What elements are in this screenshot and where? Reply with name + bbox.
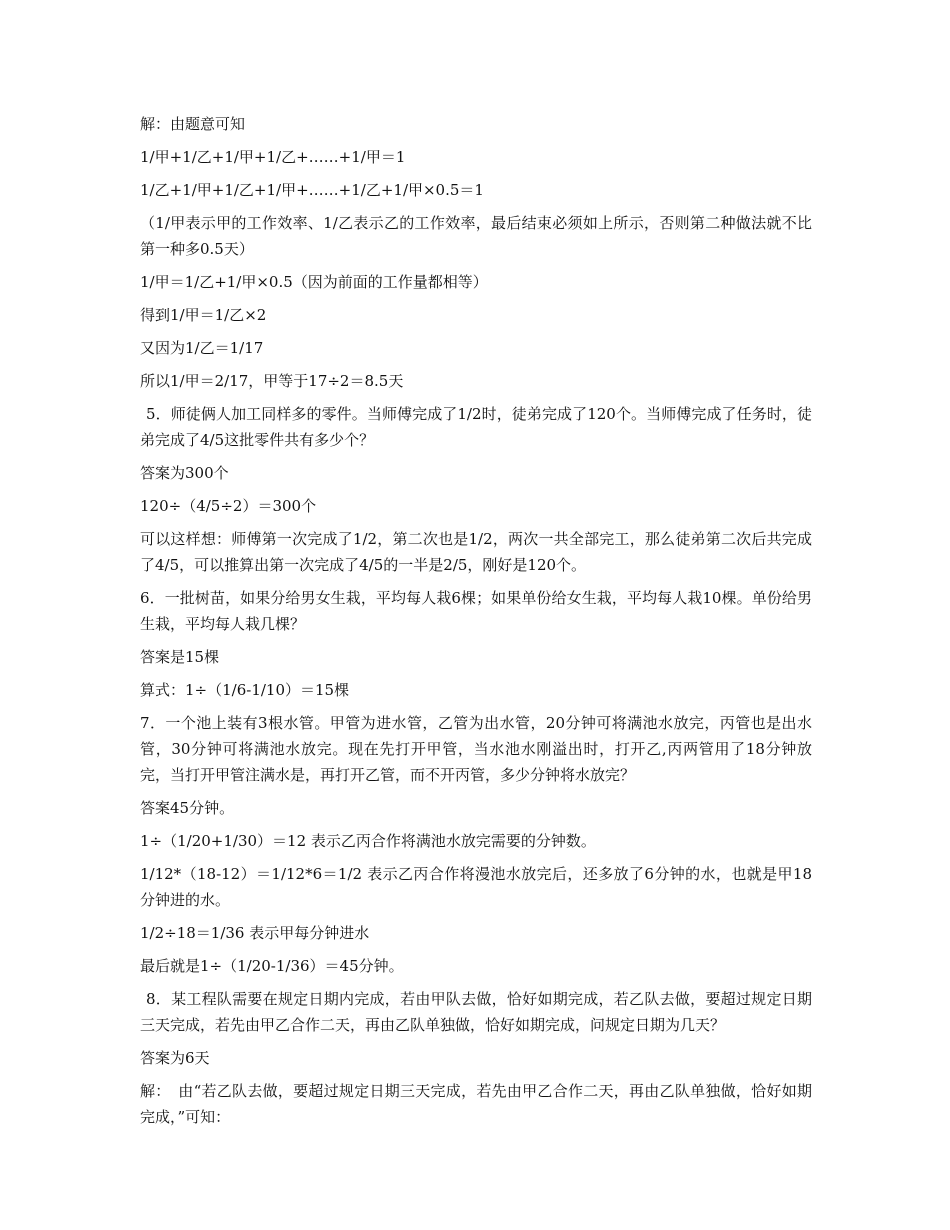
equation-line: 1/12*（18-12）＝1/12*6＝1/2 表示乙丙合作将漫池水放完后，还多放了6分钟的水，也就是甲18分钟进的水。 bbox=[140, 865, 812, 909]
question-6: 6．一批树苗，如果分给男女生栽，平均每人栽6棵；如果单份给女生栽，平均每人栽10棵。单份给男生栽，平均每人栽几棵？ bbox=[140, 589, 812, 633]
solution-intro: 解：由题意可知 bbox=[140, 115, 246, 133]
question-7: 7．一个池上装有3根水管。甲管为进水管，乙管为出水管，20分钟可将满池水放完，丙管也是出水管，30分钟可将满池水放完。现在先打开甲管，当水池水刚溢出时，打开乙,丙两管用了18分钟放完，当打开甲管注满水是，再打开乙管，而不开丙管，多少分钟将水放完？ bbox=[140, 714, 812, 784]
equation-line: 1/甲＝1/乙+1/甲×0.5（因为前面的工作量都相等） bbox=[140, 273, 488, 291]
equation-line: 1/2÷18＝1/36 表示甲每分钟进水 bbox=[140, 924, 370, 942]
equation-line: 1÷（1/20+1/30）＝12 表示乙丙合作将满池水放完需要的分钟数。 bbox=[140, 832, 596, 850]
solution-intro: 解： 由“若乙队去做，要超过规定日期三天完成，若先由甲乙合作二天，再由乙队单独做，恰好如期完成，”可知： bbox=[140, 1082, 812, 1126]
equation-line: 1/甲+1/乙+1/甲+1/乙+……+1/甲＝1 bbox=[140, 148, 406, 166]
equation-line: 所以1/甲＝2/17，甲等于17÷2＝8.5天 bbox=[140, 372, 404, 390]
equation-line: 得到1/甲＝1/乙×2 bbox=[140, 306, 267, 324]
explanation-text: （1/甲表示甲的工作效率、1/乙表示乙的工作效率，最后结束必须如上所示，否则第二种做法就不比第一种多0.5天） bbox=[140, 214, 812, 258]
answer-line: 答案45分钟。 bbox=[140, 799, 235, 817]
document-body bbox=[140, 111, 812, 1137]
equation-line: 最后就是1÷（1/20-1/36）＝45分钟。 bbox=[140, 957, 404, 975]
equation-line: 又因为1/乙＝1/17 bbox=[140, 339, 264, 357]
answer-line: 答案为300个 bbox=[140, 464, 229, 482]
equation-line: 算式：1÷（1/6-1/10）＝15棵 bbox=[140, 681, 350, 699]
explanation-text: 可以这样想：师傅第一次完成了1/2，第二次也是1/2，两次一共全部完工，那么徒弟第二次后共完成了4/5，可以推算出第一次完成了4/5的一半是2/5，刚好是120个。 bbox=[140, 530, 812, 574]
question-8: 8．某工程队需要在规定日期内完成，若由甲队去做，恰好如期完成，若乙队去做，要超过规定日期三天完成，若先由甲乙合作二天，再由乙队单独做，恰好如期完成，问规定日期为几天？ bbox=[140, 990, 812, 1034]
question-5: 5．师徒俩人加工同样多的零件。当师傅完成了1/2时，徒弟完成了120个。当师傅完成了任务时，徒弟完成了4/5这批零件共有多少个？ bbox=[140, 405, 812, 449]
equation-line: 1/乙+1/甲+1/乙+1/甲+……+1/乙+1/甲×0.5＝1 bbox=[140, 181, 484, 199]
equation-line: 120÷（4/5÷2）＝300个 bbox=[140, 497, 317, 515]
answer-line: 答案是15棵 bbox=[140, 648, 220, 666]
answer-line: 答案为6天 bbox=[140, 1049, 210, 1067]
